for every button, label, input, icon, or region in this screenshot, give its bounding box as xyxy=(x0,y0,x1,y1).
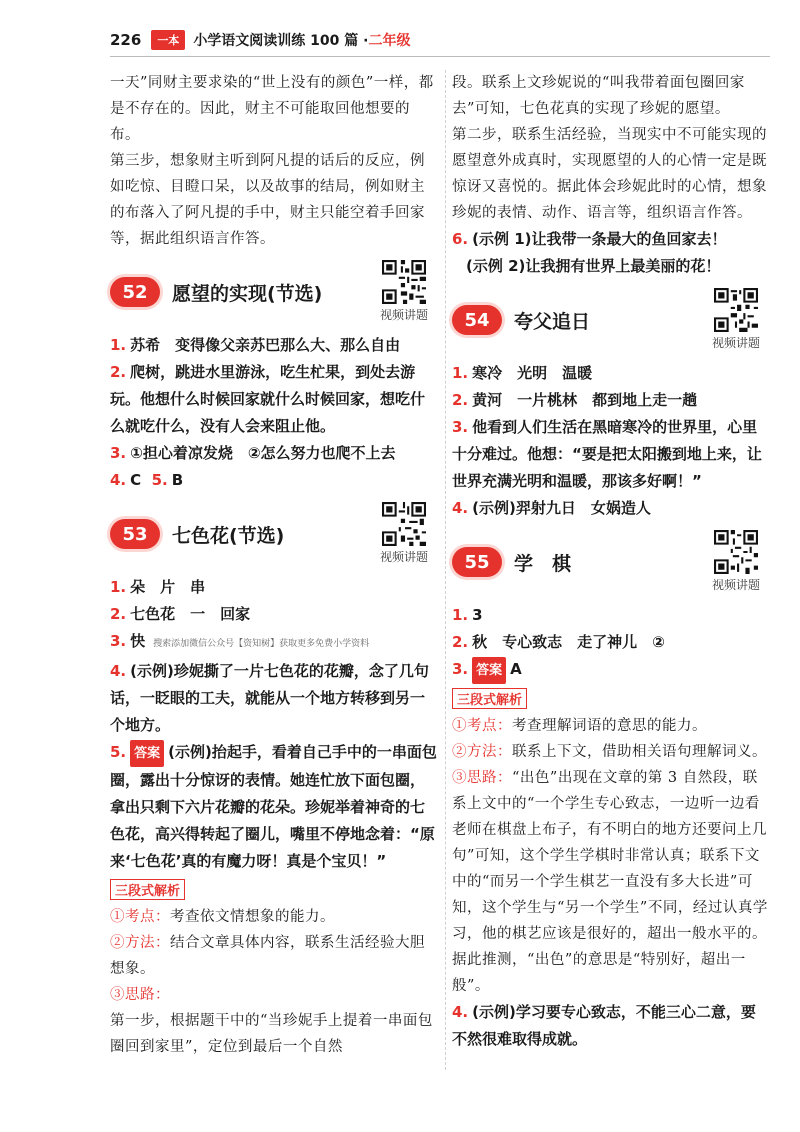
answer-item: 1. 苏希 变得像父亲苏巴那么大、那么自由 xyxy=(110,336,401,354)
section-number-badge: 55 xyxy=(452,547,502,577)
video-qr[interactable] xyxy=(710,530,762,593)
section-header-53 xyxy=(110,502,438,566)
answer-item: 1. 朵 片 串 xyxy=(110,578,206,596)
qr-label: 视频讲题 xyxy=(379,550,428,564)
three-step-analysis-label: 三段式解析 xyxy=(110,879,185,900)
header-rule xyxy=(110,56,770,57)
answer-item: 3. 他看到人们生活在黑暗寒冷的世界里，心里十分难过。他想：“要是把太阳搬到地上来，让世界充满光明和温暖，那该多好啊！” xyxy=(452,418,762,490)
answer-item: 2. 爬树，跳进水里游泳，吃生杧果，到处去游玩。他想什么时候回家就什么时候回家，想吃什么就吃什么，没有人会来阻止他。 xyxy=(110,363,426,435)
brand-logo: 一本 xyxy=(151,30,185,50)
qr-code-icon xyxy=(714,288,758,332)
answer-item: 5. 答案 (示例)抬起手，看着自己手中的一串面包圈，露出十分惊讶的表情。她连忙放下面包圈，拿出只剩下六片花瓣的花朵。珍妮举着神奇的七色花，高兴得转起了圈儿，嘴里不停地念着：“原来‘七色花’真的有魔力呀！真是个宝贝！” xyxy=(110,739,438,875)
answer-item: 4. (示例)羿射九日 女娲造人 xyxy=(452,499,651,517)
right-column xyxy=(452,70,770,1053)
answer-item: 4. (示例)珍妮撕了一片七色花的花瓣，念了几句话，一眨眼的工夫，就能从一个地方转移到另一个地方。 xyxy=(110,662,429,734)
section-number-badge: 53 xyxy=(110,519,160,549)
qr-code-icon xyxy=(714,530,758,574)
page-header xyxy=(110,28,410,52)
answer-tag: 答案 xyxy=(472,657,506,684)
analysis-point: ①考点：考查理解词语的意思的能力。 xyxy=(452,718,707,734)
answer-item: 3. ①担心着凉发烧 ②怎么努力也爬不上去 xyxy=(110,444,396,462)
section-header-52 xyxy=(110,260,438,324)
paragraph: 段。联系上文珍妮说的“叫我带着面包圈回家去”可知，七色花真的实现了珍妮的愿望。 xyxy=(452,75,745,117)
analysis-point: ①考点：考查依文情想象的能力。 xyxy=(110,909,335,925)
section-header-55 xyxy=(452,530,770,594)
answer-tag: 答案 xyxy=(130,740,164,767)
section-title: 七色花(节选) xyxy=(172,524,285,547)
column-divider xyxy=(445,70,446,1070)
video-qr[interactable] xyxy=(710,288,762,351)
series-title: 小学语文阅读训练 100 篇 · xyxy=(193,33,369,49)
qr-label: 视频讲题 xyxy=(711,578,760,592)
qr-label: 视频讲题 xyxy=(379,308,428,322)
section-number-badge: 52 xyxy=(110,277,160,307)
page-number: 226 xyxy=(110,31,142,49)
section-title: 夸父追日 xyxy=(514,310,591,333)
answer-item: 4. (示例)学习要专心致志，不能三心二意，要不然很难取得成就。 xyxy=(452,1003,756,1048)
paragraph: 第二步，联系生活经验，当现实中不可能实现的愿望意外成真时，实现愿望的人的心情一定是既惊讶又喜悦的。据此体会珍妮此时的心情，想象珍妮的表情、动作、语言等，组织语言作答。 xyxy=(452,127,767,221)
watermark-note: 搜索添加微信公众号【资知树】获取更多免费小学资料 xyxy=(153,639,370,649)
answer-item: 4. C 5. B xyxy=(110,471,184,489)
answer-item: 1. 寒冷 光明 温暖 xyxy=(452,364,593,382)
qr-label: 视频讲题 xyxy=(711,336,760,350)
answer-item: 2. 黄河 一片桃林 都到地上走一趟 xyxy=(452,391,698,409)
answer-item: 3. 答案 A xyxy=(452,656,770,684)
video-qr[interactable] xyxy=(378,502,430,565)
section-number-badge: 54 xyxy=(452,305,502,335)
left-column xyxy=(110,70,438,1060)
analysis-method: ②方法：结合文章具体内容，联系生活经验大胆想象。 xyxy=(110,935,425,977)
video-qr[interactable] xyxy=(378,260,430,323)
paragraph: 第一步，根据题干中的“当珍妮手上提着一串面包圈回到家里”，定位到最后一个自然 xyxy=(110,1013,433,1055)
three-step-analysis-label: 三段式解析 xyxy=(452,688,527,709)
answer-item: (示例 2)让我拥有世界上最美丽的花！ xyxy=(466,257,721,275)
grade-label: 二年级 xyxy=(368,33,411,49)
answer-item: 2. 秋 专心致志 走了神儿 ② xyxy=(452,633,665,651)
section-header-54 xyxy=(452,288,770,352)
section-title: 学 棋 xyxy=(514,552,572,575)
analysis-method: ②方法：联系上下文，借助相关语句理解词义。 xyxy=(452,744,767,760)
answer-item: 3. 快 搜索添加微信公众号【资知树】获取更多免费小学资料 xyxy=(110,632,370,650)
qr-code-icon xyxy=(382,502,426,546)
paragraph: 第三步，想象财主听到阿凡提的话后的反应，例如吃惊、目瞪口呆，以及故事的结局，例如财主的布落入了阿凡提的手中，财主只能空着手回家等，据此组织语言作答。 xyxy=(110,153,425,247)
qr-code-icon xyxy=(382,260,426,304)
answer-item: 2. 七色花 一 回家 xyxy=(110,605,251,623)
paragraph: 一天”同财主要求染的“世上没有的颜色”一样，都是不存在的。因此，财主不可能取回他想要的布。 xyxy=(110,75,434,143)
analysis-thinking: ③思路： xyxy=(110,987,170,1003)
section-title: 愿望的实现(节选) xyxy=(172,282,323,305)
answer-item: 1. 3 xyxy=(452,606,483,624)
answer-item: 6. (示例 1)让我带一条最大的鱼回家去！ xyxy=(452,230,727,248)
analysis-thinking: ③思路：“出色”出现在文章的第 3 自然段，联系上文中的“一个学生专心致志，一边听一边看老师在棋盘上布子，有不明白的地方还要问上几句”可知，这个学生学棋时非常认真；联系下文中的“而另一个学生棋艺一直没有多大长进”可知，这个学生与“另一个学生”不同，经过认真学习，他的棋艺应该是很好的，超出一般水平的。据此推测，“出色”的意思是“特别好，超出一般”。 xyxy=(452,770,768,994)
